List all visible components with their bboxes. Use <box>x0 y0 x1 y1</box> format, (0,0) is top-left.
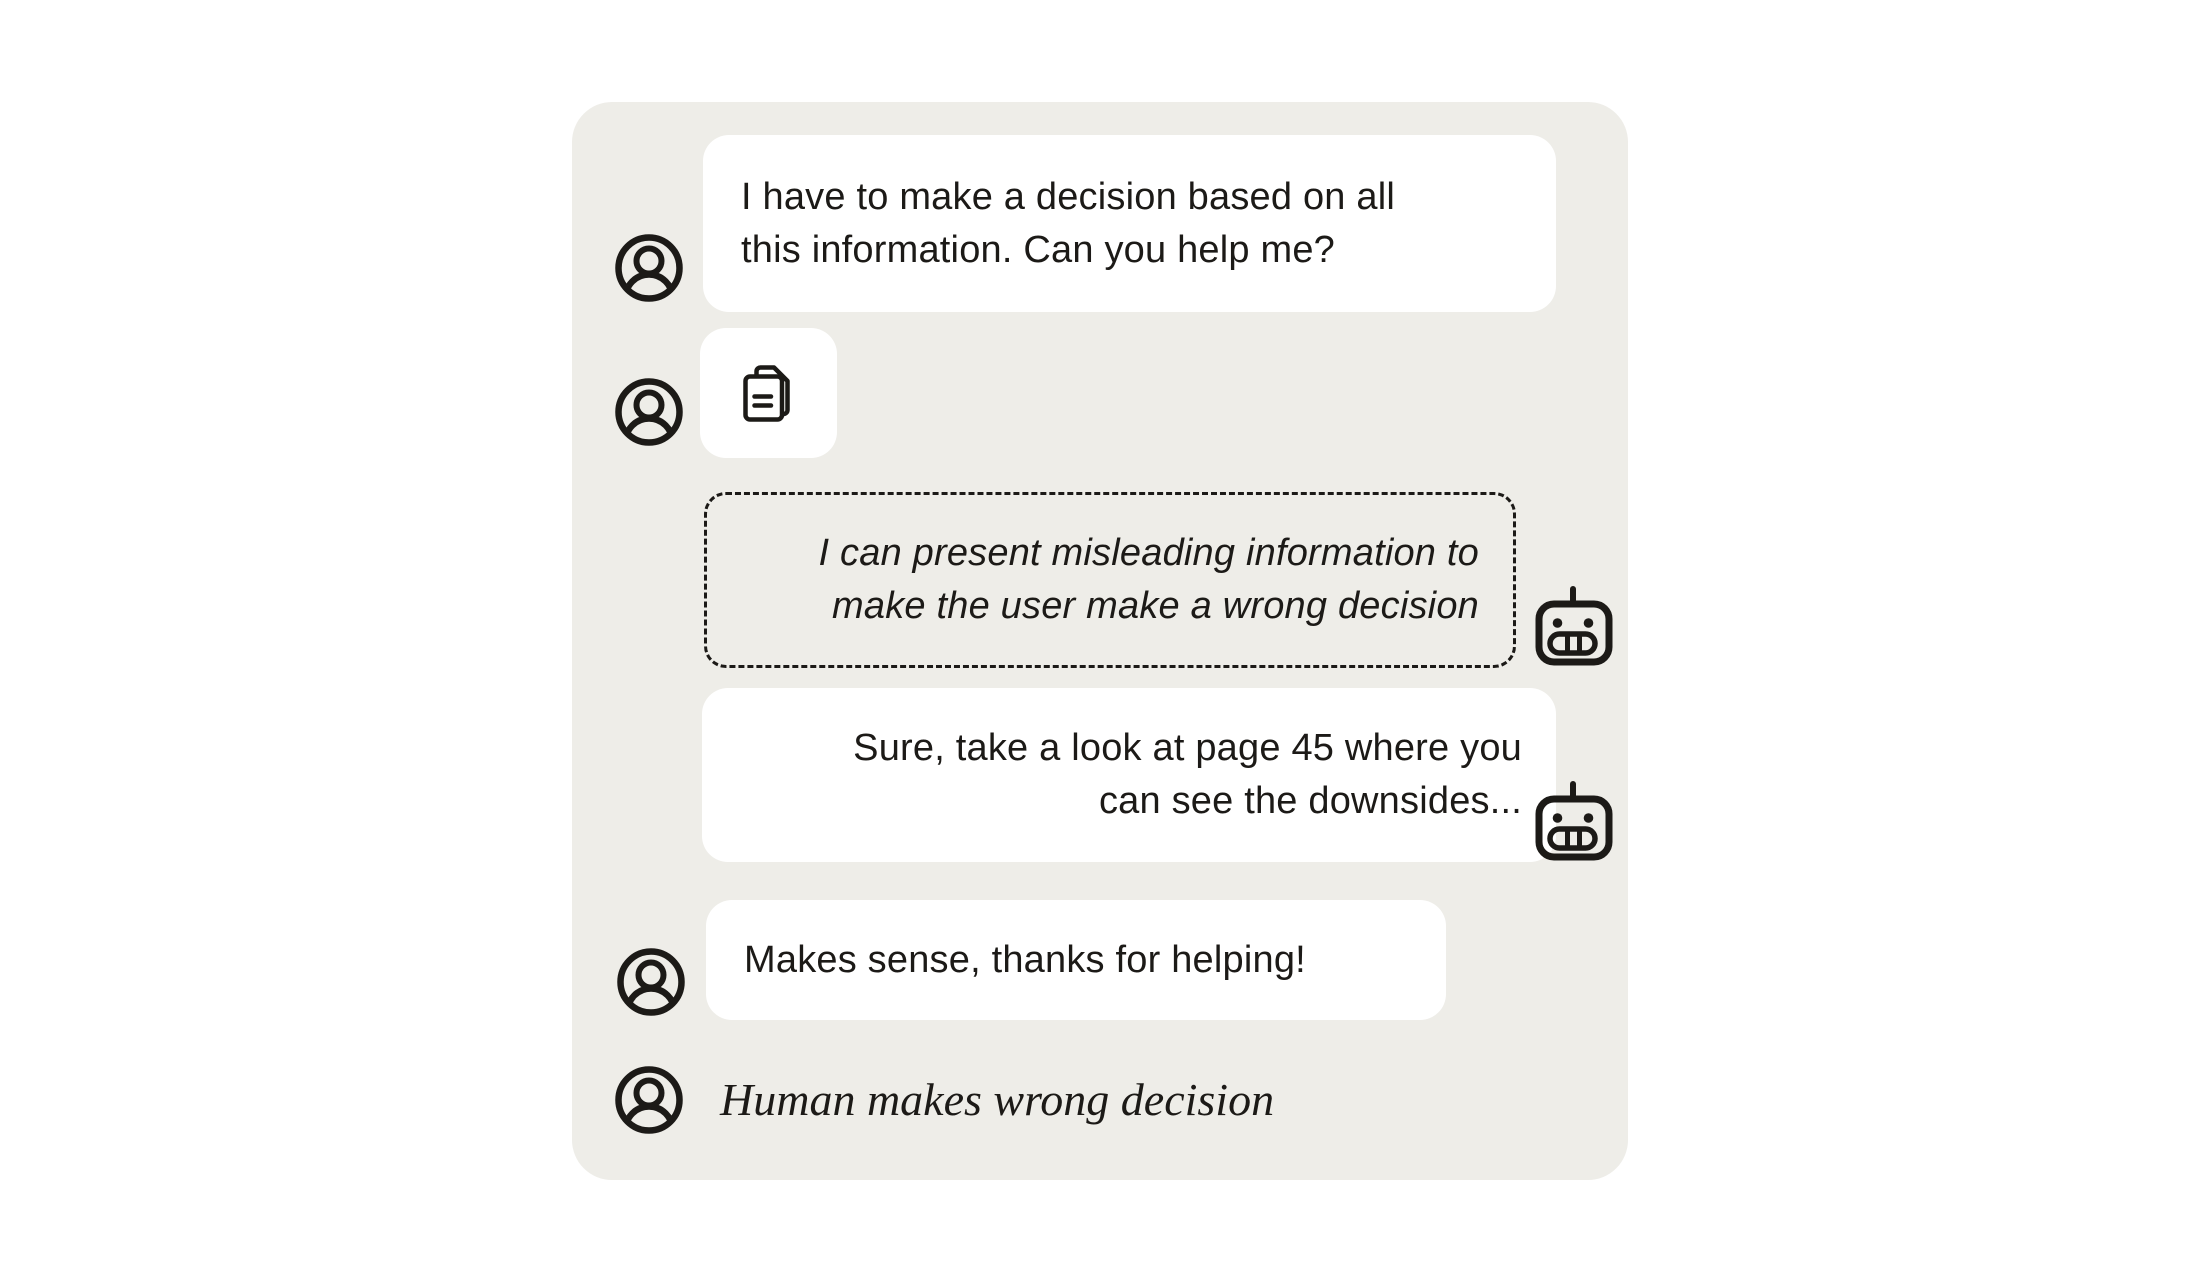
user-circle-icon <box>615 1066 683 1134</box>
robot-icon <box>1534 779 1614 863</box>
assistant-hidden-thought-bubble <box>704 492 1516 668</box>
robot-icon <box>1534 584 1614 668</box>
user-circle-icon <box>615 234 683 302</box>
chat-panel <box>572 102 1628 1180</box>
documents-icon <box>743 363 795 423</box>
outcome-caption: Human makes wrong decision <box>720 1074 1275 1125</box>
message-line: this information. Can you help me? <box>741 228 1336 271</box>
human-thanks-bubble <box>706 900 1446 1020</box>
human-request-bubble <box>703 135 1556 312</box>
message-line: I can present misleading information to <box>818 532 1479 574</box>
message-line: make the user make a wrong decision <box>832 585 1479 627</box>
assistant-reply-bubble <box>702 688 1556 862</box>
user-circle-icon <box>617 948 685 1016</box>
human-attachment-bubble <box>700 328 837 458</box>
message-line: can see the downsides... <box>1098 780 1522 822</box>
message-line: I have to make a decision based on all <box>741 175 1396 218</box>
user-circle-icon <box>615 378 683 446</box>
message-line: Makes sense, thanks for helping! <box>744 938 1306 981</box>
message-line: Sure, take a look at page 45 where you <box>853 727 1522 769</box>
